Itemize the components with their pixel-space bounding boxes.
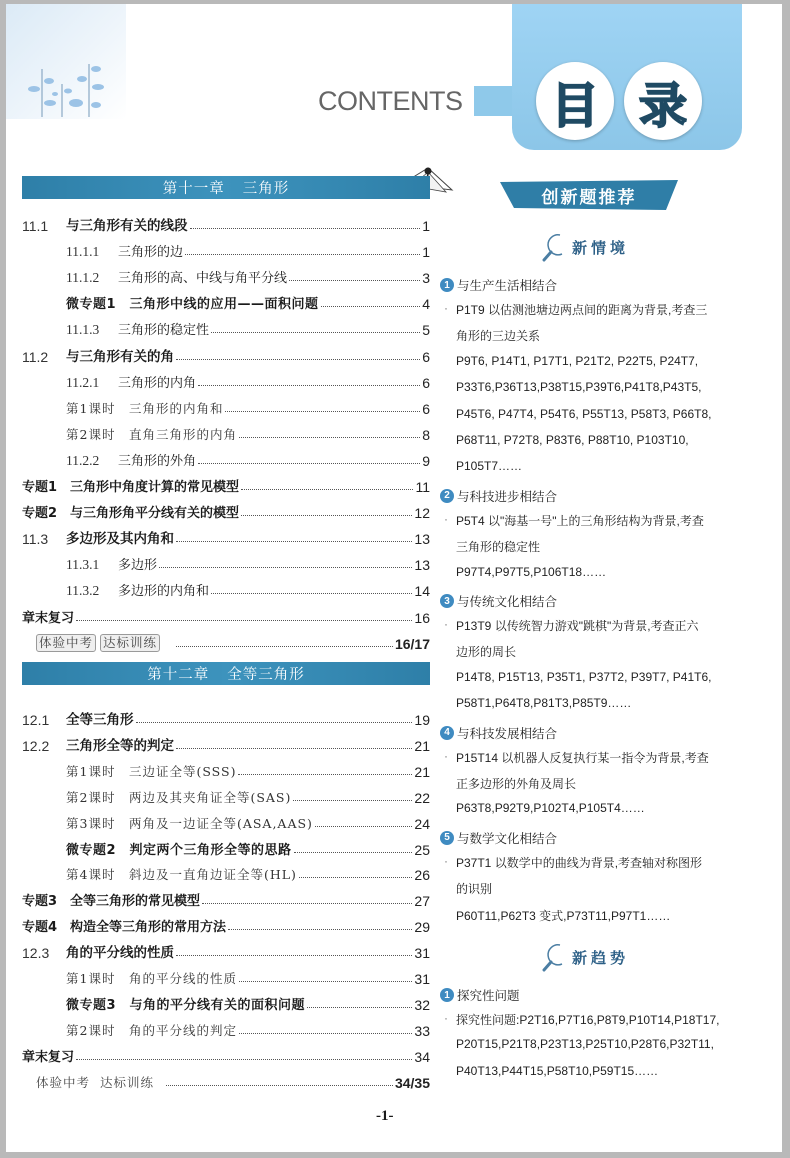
dot-leader: [198, 462, 420, 464]
problem-reference-line: 正多边形的外角及周长: [456, 777, 577, 791]
toc-entry[interactable]: [22, 473, 430, 495]
dot-leader: [315, 825, 413, 827]
toc-entry[interactable]: [22, 577, 430, 599]
toc-entry-title: 第1课时 三边证全等(SSS): [66, 763, 237, 779]
toc-page-number: 26: [414, 867, 430, 884]
toc-entry[interactable]: [22, 395, 430, 417]
toc-entry[interactable]: [22, 343, 430, 365]
toc-entry-number: 11.2.2: [66, 452, 100, 468]
toc-entry-title: 角的平分线的性质: [66, 945, 174, 962]
category-title: 与生产生活相结合: [457, 278, 558, 293]
dot-leader: [211, 331, 420, 333]
dot-leader: [241, 514, 412, 516]
chapter-header: [22, 662, 430, 685]
toc-page-number: 6: [422, 374, 430, 391]
toc-entry[interactable]: [22, 264, 430, 286]
toc-page-number: 16: [414, 609, 430, 626]
chapter-header: [22, 176, 430, 199]
dot-leader: [239, 1032, 412, 1034]
toc-entry-number: 11.3: [22, 531, 49, 548]
dot-leader: [321, 305, 421, 307]
dot-leader: [239, 436, 420, 438]
toc-entry-title: 章末复习: [22, 610, 75, 626]
toc-page-number: 1: [422, 244, 430, 261]
dot-leader: [136, 721, 413, 723]
toc-entry-title: 三角形全等的判定: [66, 737, 174, 754]
toc-entry-title: 多边形的内角和: [118, 584, 210, 600]
dot-leader: [176, 645, 393, 647]
toc-entry-title: 专题4 构造全等三角形的常用方法: [22, 920, 227, 936]
category-number-badge: 1: [440, 278, 454, 292]
problem-reference-line: P68T11, P72T8, P83T6, P88T10, P103T10,: [456, 433, 689, 447]
toc-entry-title: 三角形的外角: [118, 453, 197, 469]
category-heading: [440, 986, 520, 1004]
toc-entry-title: 多边形及其内角和: [66, 531, 174, 548]
toc-entry-title: 第4课时 斜边及一直角边证全等(HL): [66, 867, 297, 883]
category-description: · P13T9 以传统智力游戏"跳棋"为背景,考查正六: [456, 617, 776, 634]
dot-leader: [238, 773, 412, 775]
toc-entry[interactable]: [22, 758, 430, 780]
toc-entry[interactable]: [22, 212, 430, 234]
toc-page-number: 14: [414, 583, 430, 600]
toc-page-number: 5: [422, 322, 430, 339]
toc-entry-number: 11.1.1: [66, 244, 100, 260]
dot-leader: [225, 410, 420, 412]
problem-reference-line: P33T6,P36T13,P38T15,P39T6,P41T8,P43T5,: [456, 380, 702, 395]
toc-entry-title: 专题3 全等三角形的常见模型: [22, 894, 201, 910]
toc-page: [6, 4, 782, 1152]
category-heading: [440, 724, 557, 742]
toc-entry-title: [36, 634, 164, 652]
tag-standard-training: 达标训练: [100, 1074, 155, 1090]
toc-page-number: 4: [422, 296, 430, 313]
toc-entry-number: 11.3.2: [66, 583, 100, 599]
dot-leader: [198, 384, 420, 386]
title-char-lu: 录: [624, 62, 702, 140]
category-description: · P1T9 以估测池塘边两点间的距离为背景,考查三: [456, 301, 776, 318]
toc-entry[interactable]: [22, 499, 430, 521]
page-number: -1-: [376, 1108, 394, 1124]
dot-leader: [76, 1058, 412, 1060]
chapter-title: 全等三角形: [227, 667, 305, 683]
toc-page-number: 16/17: [394, 635, 430, 652]
toc-entry[interactable]: [22, 887, 430, 909]
dot-leader: [241, 488, 413, 490]
toc-entry-title: [36, 1073, 154, 1091]
new-context-heading: [542, 232, 629, 262]
toc-page-number: 3: [422, 270, 430, 287]
toc-page-number: 11: [415, 479, 430, 495]
category-title: 探究性问题: [457, 988, 520, 1003]
toc-entry[interactable]: [22, 1017, 430, 1039]
dot-leader: [202, 902, 412, 904]
problem-reference-line: P97T4,P97T5,P106T18……: [456, 564, 607, 579]
dot-leader: [307, 1006, 412, 1008]
plant-decoration-icon: [24, 59, 114, 119]
toc-entry-title: 多边形: [118, 558, 158, 574]
dot-leader: [176, 358, 420, 360]
toc-entry[interactable]: [22, 421, 430, 443]
problem-reference-line: P63T8,P92T9,P102T4,P105T4……: [456, 801, 645, 816]
toc-entry[interactable]: [22, 447, 430, 469]
problem-reference-line: 边形的周长: [456, 645, 517, 660]
toc-entry-title: 第2课时 两边及其夹角证全等(SAS): [66, 789, 292, 805]
toc-page-number: 27: [414, 893, 430, 910]
toc-entry-number: 11.2: [22, 348, 49, 365]
dot-leader: [228, 928, 412, 930]
category-title: 与数学文化相结合: [457, 830, 558, 846]
problem-reference-line: P58T1,P64T8,P81T3,P85T9……: [456, 696, 632, 711]
problem-reference-line: P45T6, P47T4, P54T6, P55T13, P58T3, P66T8,: [456, 406, 712, 421]
toc-page-number: 24: [414, 815, 430, 832]
toc-entry-title: 章末复习: [22, 1049, 75, 1065]
toc-entry-number: 12.1: [22, 712, 50, 728]
tag-experience-exam: 体验中考: [36, 1074, 91, 1090]
toc-entry-title: 三角形的稳定性: [118, 323, 210, 339]
dot-leader: [176, 540, 412, 542]
dot-leader: [176, 747, 412, 749]
toc-entry-title: 微专题3 与角的平分线有关的面积问题: [66, 997, 306, 1013]
toc-page-number: 32: [414, 996, 430, 1013]
toc-entry[interactable]: [22, 732, 430, 754]
dot-leader: [166, 1084, 393, 1086]
toc-entry-title: 专题2 与三角形角平分线有关的模型: [22, 506, 240, 522]
toc-entry[interactable]: [22, 706, 430, 728]
toc-page-number: 29: [414, 919, 430, 936]
category-number-badge: 3: [440, 594, 454, 608]
problem-reference-line: P9T6, P14T1, P17T1, P21T2, P22T5, P24T7,: [456, 353, 699, 368]
toc-entry[interactable]: [22, 784, 430, 806]
new-trend-heading: [542, 942, 629, 972]
category-heading: [440, 592, 557, 610]
toc-entry[interactable]: [22, 369, 430, 391]
toc-entry[interactable]: [22, 965, 430, 987]
chapter-title: 三角形: [242, 181, 290, 197]
toc-entry[interactable]: [22, 238, 430, 260]
toc-entry-title: 第2课时 角的平分线的判定: [66, 1022, 237, 1038]
toc-entry-number: 11.1.2: [66, 270, 100, 286]
category-description: · P5T4 以"海基一号"上的三角形结构为背景,考查: [456, 512, 776, 529]
toc-entry-title: 与三角形有关的线段: [66, 218, 188, 234]
problem-reference-line: P105T7……: [456, 459, 523, 474]
problem-reference-line: 角形的三边关系: [456, 329, 541, 344]
category-heading: [440, 276, 557, 294]
toc-entry-title: 专题1 三角形中角度计算的常见模型: [22, 480, 240, 495]
toc-entry-title: 与三角形有关的角: [66, 348, 174, 365]
toc-entry-title: 第1课时 三角形的内角和: [66, 400, 224, 416]
title-box: [512, 4, 742, 150]
dot-leader: [185, 253, 420, 255]
toc-entry-title: 第2课时 直角三角形的内角: [66, 426, 237, 442]
toc-entry-title: 三角形的边: [118, 245, 184, 261]
toc-entry-title: 微专题2 判定两个三角形全等的思路: [66, 842, 292, 858]
category-description: · 探究性问题:P2T16,P7T16,P8T9,P10T14,P18T17,: [456, 1011, 776, 1028]
toc-entry[interactable]: [22, 551, 430, 573]
toc-entry-number: 11.2.1: [66, 374, 100, 390]
category-description: · P15T14 以机器人反复执行某一指令为背景,考查: [456, 749, 776, 766]
banner-title: 创新题推荐: [541, 187, 637, 208]
toc-page-number: 6: [422, 400, 430, 417]
category-heading: [440, 487, 557, 505]
category-number-badge: 2: [440, 489, 454, 503]
toc-page-number: 9: [422, 452, 430, 469]
toc-page-number: 22: [414, 789, 430, 806]
category-number-badge: 5: [440, 831, 454, 845]
dot-leader: [176, 954, 412, 956]
toc-page-number: 21: [414, 737, 430, 754]
toc-entry-title: 三角形的内角: [118, 375, 197, 391]
toc-entry[interactable]: [22, 1043, 430, 1065]
dot-leader: [293, 799, 412, 801]
toc-entry-number: 11.3.1: [66, 557, 100, 573]
toc-entry[interactable]: [22, 630, 430, 652]
toc-entry-title: 微专题1 三角形中线的应用——面积问题: [66, 297, 319, 313]
dot-leader: [294, 851, 413, 853]
toc-page-number: 13: [414, 531, 430, 548]
toc-page-number: 21: [414, 763, 430, 780]
toc-page-number: 6: [422, 348, 430, 365]
toc-entry[interactable]: [22, 836, 430, 858]
problem-reference-line: P60T11,P62T3 变式,P73T11,P97T1……: [456, 908, 671, 923]
toc-entry-number: 11.1: [22, 218, 49, 234]
problem-reference-line: P40T13,P44T15,P58T10,P59T15……: [456, 1063, 659, 1078]
dot-leader: [190, 227, 421, 229]
title-char-mu: 目: [536, 62, 614, 140]
toc-page-number: 25: [414, 841, 430, 858]
toc-entry[interactable]: [22, 810, 430, 832]
toc-entry[interactable]: [22, 913, 430, 935]
toc-entry-title: 全等三角形: [66, 712, 134, 728]
toc-entry-title: 第3课时 两角及一边证全等(ASA,AAS): [66, 815, 313, 831]
contents-heading: CONTENTS: [318, 86, 463, 116]
category-number-badge: 1: [440, 988, 454, 1002]
dot-leader: [76, 619, 412, 621]
tag-experience-exam: 体验中考: [36, 634, 96, 652]
toc-page-number: 12: [414, 505, 430, 522]
toc-page-number: 34: [414, 1048, 430, 1065]
toc-page-number: 8: [422, 426, 430, 443]
magnifier-icon: [542, 942, 570, 972]
category-heading: [440, 829, 557, 847]
toc-entry-title: 三角形的高、中线与角平分线: [118, 271, 288, 287]
dot-leader: [159, 566, 412, 568]
category-title: 与科技发展相结合: [457, 725, 558, 741]
toc-page-number: 1: [422, 218, 430, 234]
magnifier-icon: [542, 232, 570, 262]
toc-entry[interactable]: [22, 290, 430, 312]
tag-standard-training: 达标训练: [100, 634, 160, 652]
problem-reference-line: P20T15,P21T8,P23T13,P25T10,P28T6,P32T11,: [456, 1037, 714, 1052]
toc-entry[interactable]: [22, 604, 430, 626]
toc-entry[interactable]: [22, 861, 430, 883]
dot-leader: [289, 279, 420, 281]
dot-leader: [299, 876, 413, 878]
chapter-number: 第十二章: [147, 667, 210, 683]
problem-reference-line: P14T8, P15T13, P35T1, P37T2, P39T7, P41T6,: [456, 669, 712, 684]
toc-entry-number: 12.3: [22, 945, 50, 962]
toc-entry[interactable]: [22, 939, 430, 961]
toc-page-number: 13: [414, 557, 430, 574]
toc-entry[interactable]: [22, 1069, 430, 1091]
chapter-number: 第十一章: [162, 181, 225, 197]
category-title: 与传统文化相结合: [457, 594, 558, 609]
category-description: · P37T1 以数学中的曲线为背景,考查轴对称图形: [456, 854, 776, 871]
toc-entry[interactable]: [22, 316, 430, 338]
problem-reference-line: 三角形的稳定性: [456, 540, 541, 555]
problem-reference-line: 的识别: [456, 882, 493, 897]
toc-page-number: 19: [414, 712, 430, 728]
innovation-banner: [500, 180, 678, 210]
toc-entry-number: 11.1.3: [66, 322, 100, 338]
dot-leader: [211, 592, 412, 594]
toc-entry[interactable]: [22, 525, 430, 547]
toc-entry[interactable]: [22, 991, 430, 1013]
toc-page-number: 33: [414, 1022, 430, 1039]
title-tab: [474, 86, 514, 116]
toc-entry-title: 第1课时 角的平分线的性质: [66, 971, 237, 986]
category-number-badge: 4: [440, 726, 454, 740]
toc-page-number: 31: [414, 945, 430, 962]
toc-page-number: 34/35: [394, 1074, 430, 1091]
dot-leader: [239, 980, 412, 982]
new-trend-label: 新趋势: [572, 948, 630, 967]
new-context-label: 新情境: [572, 238, 630, 257]
toc-entry-number: 12.2: [22, 737, 50, 754]
toc-page-number: 31: [414, 971, 430, 987]
category-title: 与科技进步相结合: [457, 488, 558, 504]
